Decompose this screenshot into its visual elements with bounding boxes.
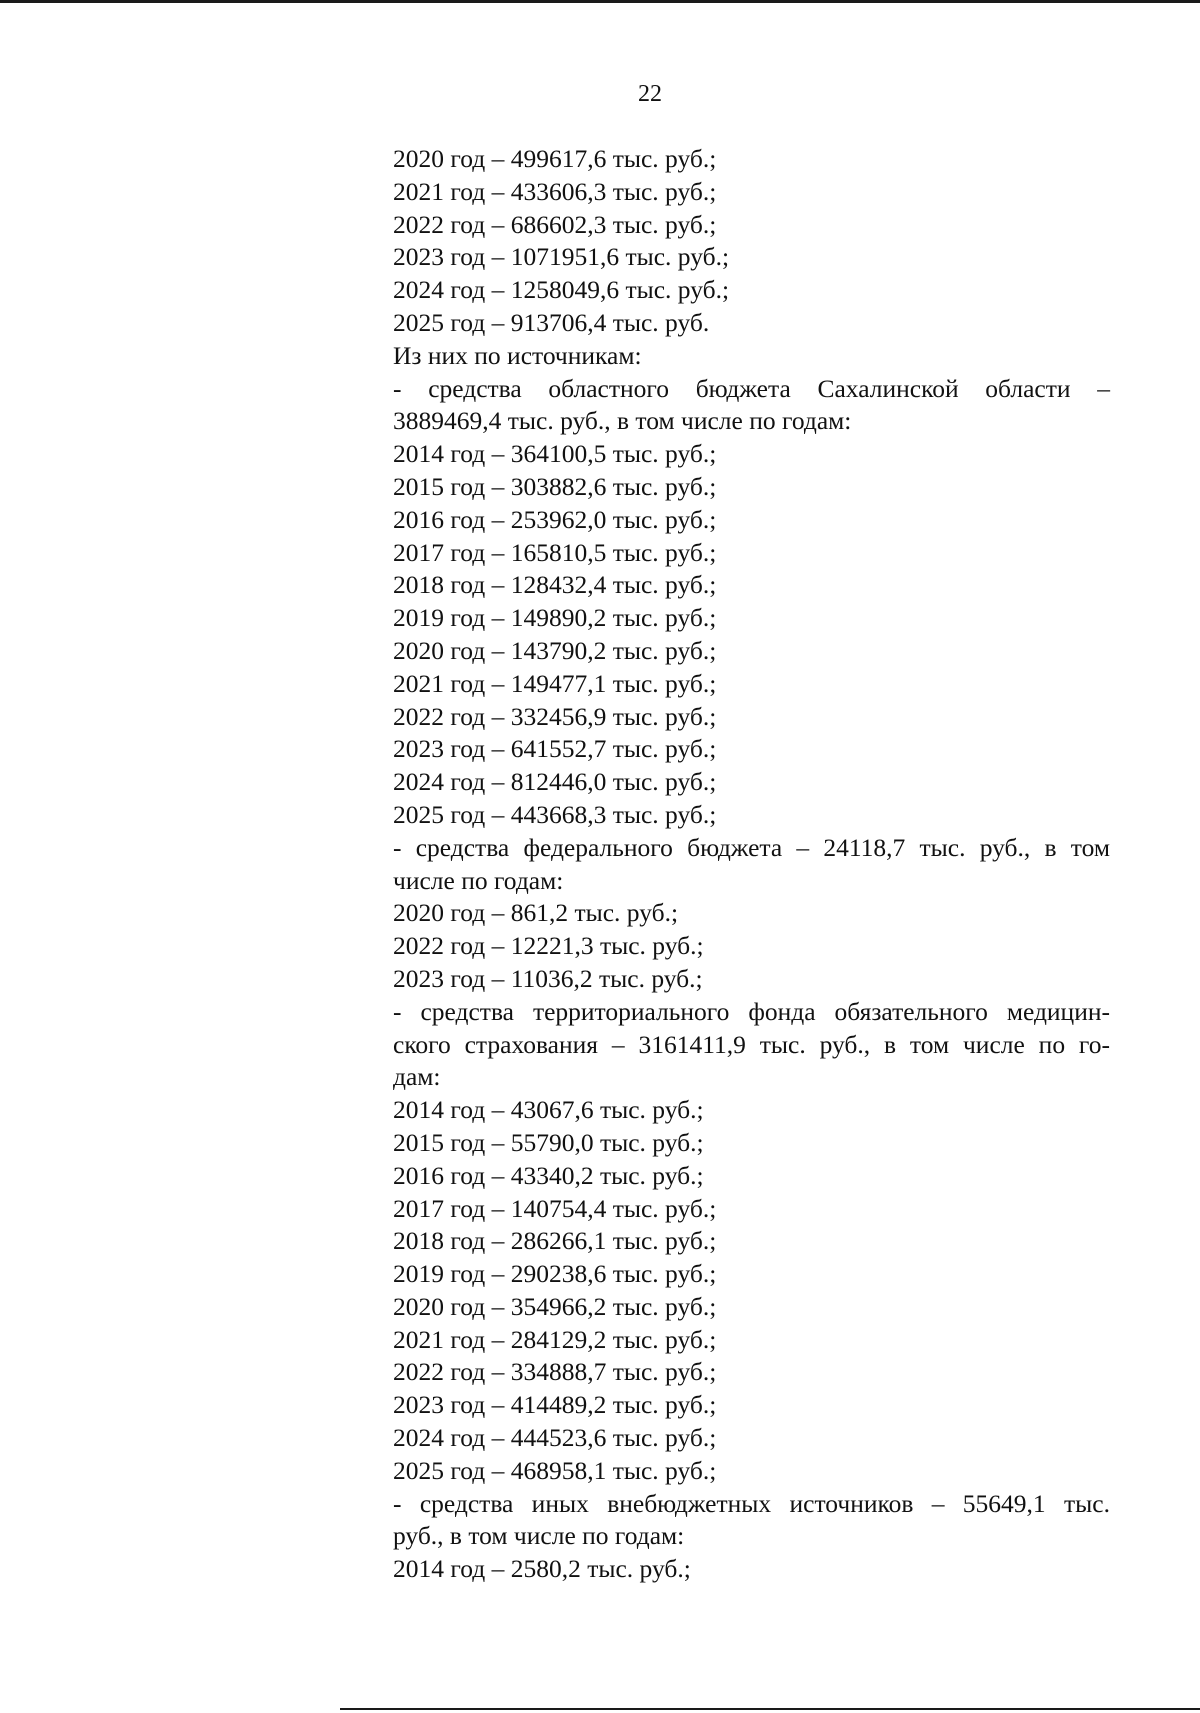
text-line: 3889469,4 тыс. руб., в том числе по годам:: [393, 406, 852, 436]
text-line: 2018 год – 286266,1 тыс. руб.;: [393, 1226, 717, 1256]
text-line: 2024 год – 1258049,6 тыс. руб.;: [393, 275, 730, 305]
text-line: 2022 год – 12221,3 тыс. руб.;: [393, 931, 704, 961]
text-line: 2021 год – 284129,2 тыс. руб.;: [393, 1324, 717, 1354]
text-line: 2022 год – 332456,9 тыс. руб.;: [393, 701, 717, 731]
text-line: 2014 год – 364100,5 тыс. руб.;: [393, 439, 717, 469]
paragraph-line: - средства территориального фонда обязательного медицин-: [393, 996, 1110, 1026]
paragraph-line: - средства федерального бюджета – 24118,7 тыс. руб., в том: [393, 832, 1110, 862]
text-line: 2016 год – 253962,0 тыс. руб.;: [393, 504, 717, 534]
page-number: 22: [638, 81, 662, 107]
text-line: руб., в том числе по годам:: [393, 1521, 685, 1551]
paragraph-line: ского страхования – 3161411,9 тыс. руб., в том числе по го-: [393, 1029, 1110, 1059]
text-line: 2023 год – 641552,7 тыс. руб.;: [393, 734, 717, 764]
text-line: 2017 год – 165810,5 тыс. руб.;: [393, 537, 717, 567]
text-line: 2014 год – 43067,6 тыс. руб.;: [393, 1095, 704, 1125]
text-line: 2020 год – 354966,2 тыс. руб.;: [393, 1291, 717, 1321]
text-line: 2023 год – 1071951,6 тыс. руб.;: [393, 242, 730, 272]
text-line: 2016 год – 43340,2 тыс. руб.;: [393, 1160, 704, 1190]
text-line: 2017 год – 140754,4 тыс. руб.;: [393, 1193, 717, 1223]
text-line: 2020 год – 861,2 тыс. руб.;: [393, 898, 679, 928]
paragraph-line: - средства областного бюджета Сахалинской области –: [393, 373, 1110, 403]
text-line: 2025 год – 468958,1 тыс. руб.;: [393, 1455, 717, 1485]
text-line: 2018 год – 128432,4 тыс. руб.;: [393, 570, 717, 600]
text-line: дам:: [393, 1062, 441, 1092]
text-line: 2021 год – 433606,3 тыс. руб.;: [393, 176, 717, 206]
text-line: 2015 год – 303882,6 тыс. руб.;: [393, 471, 717, 501]
text-line: 2022 год – 686602,3 тыс. руб.;: [393, 209, 717, 239]
paragraph-line: - средства иных внебюджетных источников – 55649,1 тыс.: [393, 1488, 1110, 1518]
text-line: 2014 год – 2580,2 тыс. руб.;: [393, 1554, 691, 1584]
text-line: 2019 год – 290238,6 тыс. руб.;: [393, 1259, 717, 1289]
text-line: 2024 год – 812446,0 тыс. руб.;: [393, 767, 717, 797]
text-line: числе по годам:: [393, 865, 564, 895]
text-line: 2020 год – 499617,6 тыс. руб.;: [393, 144, 717, 173]
text-line: 2023 год – 11036,2 тыс. руб.;: [393, 963, 703, 993]
scan-top-border: [0, 0, 1200, 3]
text-line: Из них по источникам:: [393, 340, 642, 370]
text-line: 2015 год – 55790,0 тыс. руб.;: [393, 1127, 704, 1157]
text-line: 2022 год – 334888,7 тыс. руб.;: [393, 1357, 717, 1387]
text-line: 2019 год – 149890,2 тыс. руб.;: [393, 603, 717, 633]
document-body: [393, 143, 1110, 1586]
text-line: 2020 год – 143790,2 тыс. руб.;: [393, 635, 717, 665]
text-line: 2025 год – 913706,4 тыс. руб.: [393, 307, 710, 337]
text-line: 2023 год – 414489,2 тыс. руб.;: [393, 1390, 717, 1420]
text-line: 2024 год – 444523,6 тыс. руб.;: [393, 1423, 717, 1453]
text-line: 2025 год – 443668,3 тыс. руб.;: [393, 799, 717, 829]
scan-bottom-border: [340, 1708, 1200, 1710]
text-line: 2021 год – 149477,1 тыс. руб.;: [393, 668, 717, 698]
